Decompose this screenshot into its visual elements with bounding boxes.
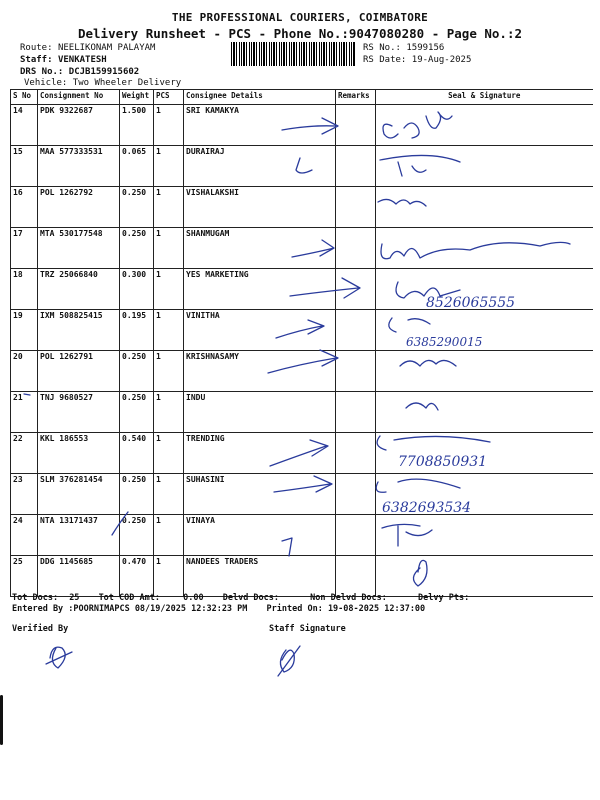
cell-seal-signature <box>376 269 593 310</box>
runsheet-title: Delivery Runsheet - PCS - Phone No.:9047080280 - Page No.:2 <box>77 26 522 41</box>
cell-sno: 18 <box>11 269 38 310</box>
cell-weight: 0.195 <box>120 310 154 351</box>
cell-pcs: 1 <box>154 433 184 474</box>
rs-no-value: 1599156 <box>406 43 445 53</box>
cell-consignee: VINAYA <box>184 515 336 556</box>
staff-value: VENKATESH <box>57 55 107 65</box>
rs-no-label: RS No.: <box>363 43 401 53</box>
cell-sno: 22 <box>11 433 38 474</box>
rs-no-line <box>363 43 444 53</box>
cell-consignment-no: MTA 530177548 <box>38 228 120 269</box>
cell-consignment-no: IXM 508825415 <box>38 310 120 351</box>
entered-by: Entered By :POORNIMAPCS 08/19/2025 12:32:23 PM <box>12 604 248 614</box>
cell-consignment-no: TRZ 25066840 <box>38 269 120 310</box>
route-label: Route: <box>20 43 53 53</box>
barcode <box>231 42 355 66</box>
cell-sno: 17 <box>11 228 38 269</box>
cell-remarks <box>336 105 376 146</box>
vehicle-label: Vehicle: <box>24 78 68 88</box>
cell-remarks <box>336 515 376 556</box>
cell-consignment-no: SLM 376281454 <box>38 474 120 515</box>
cell-remarks <box>336 310 376 351</box>
cell-weight: 0.250 <box>120 228 154 269</box>
cell-consignment-no: KKL 186553 <box>38 433 120 474</box>
staff-signature-label: Staff Signature <box>269 624 346 634</box>
rs-date-label: RS Date: <box>363 55 407 65</box>
col-header-sno: S No <box>11 90 38 105</box>
cell-sno: 21 <box>11 392 38 433</box>
entered-printed-line <box>12 604 425 614</box>
route-line <box>20 43 155 53</box>
cell-weight: 0.250 <box>120 392 154 433</box>
cell-seal-signature <box>376 392 593 433</box>
cell-pcs: 1 <box>154 105 184 146</box>
cell-remarks <box>336 269 376 310</box>
cell-weight: 0.250 <box>120 187 154 228</box>
cell-consignee: SHANMUGAM <box>184 228 336 269</box>
runsheet-table <box>10 89 593 597</box>
col-header-weight: Weight <box>120 90 154 105</box>
cell-consignee: SRI KAMAKYA <box>184 105 336 146</box>
cell-remarks <box>336 474 376 515</box>
table-row <box>11 310 593 351</box>
cell-pcs: 1 <box>154 392 184 433</box>
cell-seal-signature <box>376 310 593 351</box>
non-delvd-docs-label: Non Delvd Docs: <box>310 593 387 603</box>
tot-cod-value: 0.00 <box>183 593 204 603</box>
cell-seal-signature <box>376 228 593 269</box>
cell-remarks <box>336 146 376 187</box>
cell-sno: 24 <box>11 515 38 556</box>
route-value: NEELIKONAM PALAYAM <box>57 43 156 53</box>
table-row <box>11 351 593 392</box>
handwritten-phone: 6382693534 <box>382 500 472 516</box>
cell-sno: 16 <box>11 187 38 228</box>
cell-consignee: VINITHA <box>184 310 336 351</box>
cell-remarks <box>336 392 376 433</box>
cell-weight: 0.300 <box>120 269 154 310</box>
cell-seal-signature <box>376 105 593 146</box>
tot-docs-label: Tot Docs: <box>12 593 59 603</box>
scan-edge-mark <box>0 695 3 745</box>
table-row <box>11 228 593 269</box>
table-row <box>11 433 593 474</box>
col-header-remarks: Remarks <box>336 90 376 105</box>
cell-weight: 0.470 <box>120 556 154 597</box>
cell-weight: 0.250 <box>120 474 154 515</box>
cell-sno: 23 <box>11 474 38 515</box>
cell-consignee: NANDEES TRADERS <box>184 556 336 597</box>
col-header-consignment: Consignment No <box>38 90 120 105</box>
cell-weight: 1.500 <box>120 105 154 146</box>
cell-consignment-no: POL 1262792 <box>38 187 120 228</box>
cell-seal-signature <box>376 351 593 392</box>
totals-line <box>12 593 469 603</box>
drs-line <box>20 67 139 77</box>
tot-cod-label: Tot COD Amt: <box>98 593 160 603</box>
cell-consignee: VISHALAKSHI <box>184 187 336 228</box>
cell-weight: 0.250 <box>120 515 154 556</box>
cell-seal-signature <box>376 146 593 187</box>
cell-consignee: TRENDING <box>184 433 336 474</box>
cell-pcs: 1 <box>154 556 184 597</box>
cell-pcs: 1 <box>154 228 184 269</box>
table-row <box>11 269 593 310</box>
cell-consignment-no: POL 1262791 <box>38 351 120 392</box>
cell-sno: 20 <box>11 351 38 392</box>
cell-sno: 15 <box>11 146 38 187</box>
handwritten-phone: 7708850931 <box>398 454 488 470</box>
cell-consignment-no: PDK 9322687 <box>38 105 120 146</box>
delvy-pts-label: Delvy Pts: <box>418 593 470 603</box>
cell-pcs: 1 <box>154 269 184 310</box>
cell-consignee: YES MARKETING <box>184 269 336 310</box>
drs-value: DCJB159915602 <box>68 67 140 77</box>
cell-seal-signature <box>376 515 593 556</box>
drs-label: DRS No.: <box>20 67 64 77</box>
cell-consignee: KRISHNASAMY <box>184 351 336 392</box>
table-row <box>11 146 593 187</box>
handwritten-phone: 6385290015 <box>406 335 483 349</box>
table-row <box>11 556 593 597</box>
col-header-seal: Seal & Signature <box>376 90 593 105</box>
cell-pcs: 1 <box>154 146 184 187</box>
cell-consignment-no: TNJ 9680527 <box>38 392 120 433</box>
vehicle-value: Two Wheeler Delivery <box>72 78 182 88</box>
cell-seal-signature <box>376 433 593 474</box>
table-row <box>11 515 593 556</box>
cell-remarks <box>336 351 376 392</box>
table-row <box>11 105 593 146</box>
cell-consignment-no: MAA 577333531 <box>38 146 120 187</box>
cell-consignment-no: NTA 13171437 <box>38 515 120 556</box>
vehicle-line <box>24 78 181 88</box>
table-row <box>11 187 593 228</box>
staff-line <box>20 55 107 65</box>
cell-seal-signature <box>376 474 593 515</box>
cell-sno: 14 <box>11 105 38 146</box>
cell-pcs: 1 <box>154 474 184 515</box>
signature <box>278 646 300 676</box>
cell-sno: 25 <box>11 556 38 597</box>
signature <box>46 647 72 668</box>
cell-seal-signature <box>376 556 593 597</box>
cell-remarks <box>336 187 376 228</box>
cell-pcs: 1 <box>154 310 184 351</box>
delvd-docs-label: Delvd Docs: <box>222 593 280 603</box>
cell-seal-signature <box>376 187 593 228</box>
cell-weight: 0.540 <box>120 433 154 474</box>
cell-consignee: SUHASINI <box>184 474 336 515</box>
cell-pcs: 1 <box>154 515 184 556</box>
cell-remarks <box>336 556 376 597</box>
cell-consignment-no: DDG 1145685 <box>38 556 120 597</box>
rs-date-line <box>363 55 471 65</box>
printed-on: Printed On: 19-08-2025 12:37:00 <box>266 604 426 614</box>
cell-weight: 0.065 <box>120 146 154 187</box>
table-header-row <box>11 90 593 105</box>
verified-by-label: Verified By <box>12 624 69 634</box>
col-header-pcs: PCS <box>154 90 184 105</box>
staff-label: Staff: <box>20 55 53 65</box>
table-row <box>11 474 593 515</box>
table-row <box>11 392 593 433</box>
cell-consignee: INDU <box>184 392 336 433</box>
cell-pcs: 1 <box>154 187 184 228</box>
handwritten-phone: 8526065555 <box>426 295 516 311</box>
cell-pcs: 1 <box>154 351 184 392</box>
cell-sno: 19 <box>11 310 38 351</box>
cell-weight: 0.250 <box>120 351 154 392</box>
tot-docs-value: 25 <box>69 593 80 603</box>
cell-remarks <box>336 433 376 474</box>
company-name: THE PROFESSIONAL COURIERS, COIMBATORE <box>171 11 429 24</box>
cell-consignee: DURAIRAJ <box>184 146 336 187</box>
col-header-consignee: Consignee Details <box>184 90 336 105</box>
cell-remarks <box>336 228 376 269</box>
rs-date-value: 19-Aug-2025 <box>411 55 472 65</box>
